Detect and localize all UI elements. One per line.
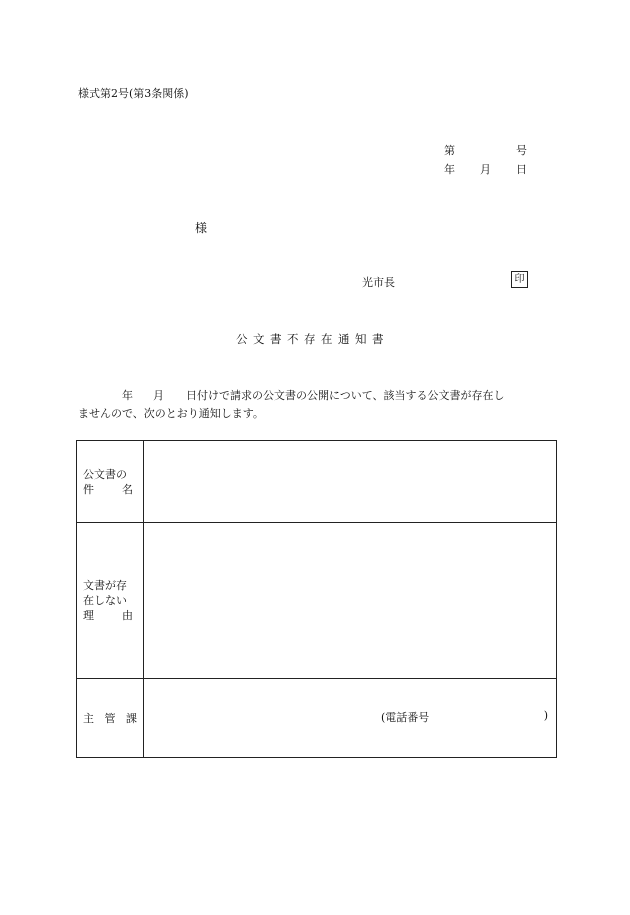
reason-label-line-3 xyxy=(83,608,133,623)
table-row-reason xyxy=(77,523,557,679)
doc-number-prefix: 第 xyxy=(444,144,455,157)
phone-number-label: (電話番号 xyxy=(381,711,430,724)
table-row-subject xyxy=(77,441,557,523)
reason-label-ri: 理 xyxy=(83,609,94,622)
reason-value-cell[interactable] xyxy=(144,523,557,679)
doc-number-suffix: 号 xyxy=(516,144,527,157)
department-content xyxy=(144,679,556,757)
reason-label-cell xyxy=(77,523,144,679)
body-year: 年 xyxy=(122,389,133,402)
subject-label-cell xyxy=(77,441,144,523)
table-row-department xyxy=(77,679,557,758)
body-month: 月 xyxy=(153,389,164,402)
subject-label-mei: 名 xyxy=(122,482,133,496)
department-label xyxy=(83,711,137,726)
subject-label-ken: 件 xyxy=(83,482,94,496)
body-text-1: 日付けで請求の公文書の公開について、該当する公文書が存在し xyxy=(186,389,505,402)
date-month: 月 xyxy=(480,163,491,176)
addressee-honorific: 様 xyxy=(195,221,208,235)
document-title: 公文書不存在通知書 xyxy=(236,332,389,346)
subject-value-cell[interactable] xyxy=(144,441,557,523)
department-value-cell[interactable] xyxy=(144,679,557,758)
phone-number-close-paren: ) xyxy=(543,709,548,722)
notice-table xyxy=(76,440,557,758)
reason-label-line-1: 文書が存 xyxy=(83,579,127,592)
body-text-line-2: ませんので、次のとおり通知します。 xyxy=(78,407,264,420)
seal-stamp: 印 xyxy=(511,271,528,288)
issuer-name: 光市長 xyxy=(362,276,395,289)
department-label-kan: 管 xyxy=(104,711,116,725)
department-label-cell xyxy=(77,679,144,758)
department-label-ka: 課 xyxy=(126,711,137,725)
department-label-shu: 主 xyxy=(83,711,94,725)
date-day: 日 xyxy=(516,163,527,176)
subject-label-line-1: 公文書の xyxy=(83,467,127,481)
reason-label-line-2: 在しない xyxy=(83,594,127,607)
body-text-line-1 xyxy=(78,387,505,403)
reason-label-yu: 由 xyxy=(122,609,133,622)
form-number: 様式第2号(第3条関係) xyxy=(78,87,189,100)
subject-label-line-2 xyxy=(83,482,133,497)
date-year: 年 xyxy=(444,163,455,176)
